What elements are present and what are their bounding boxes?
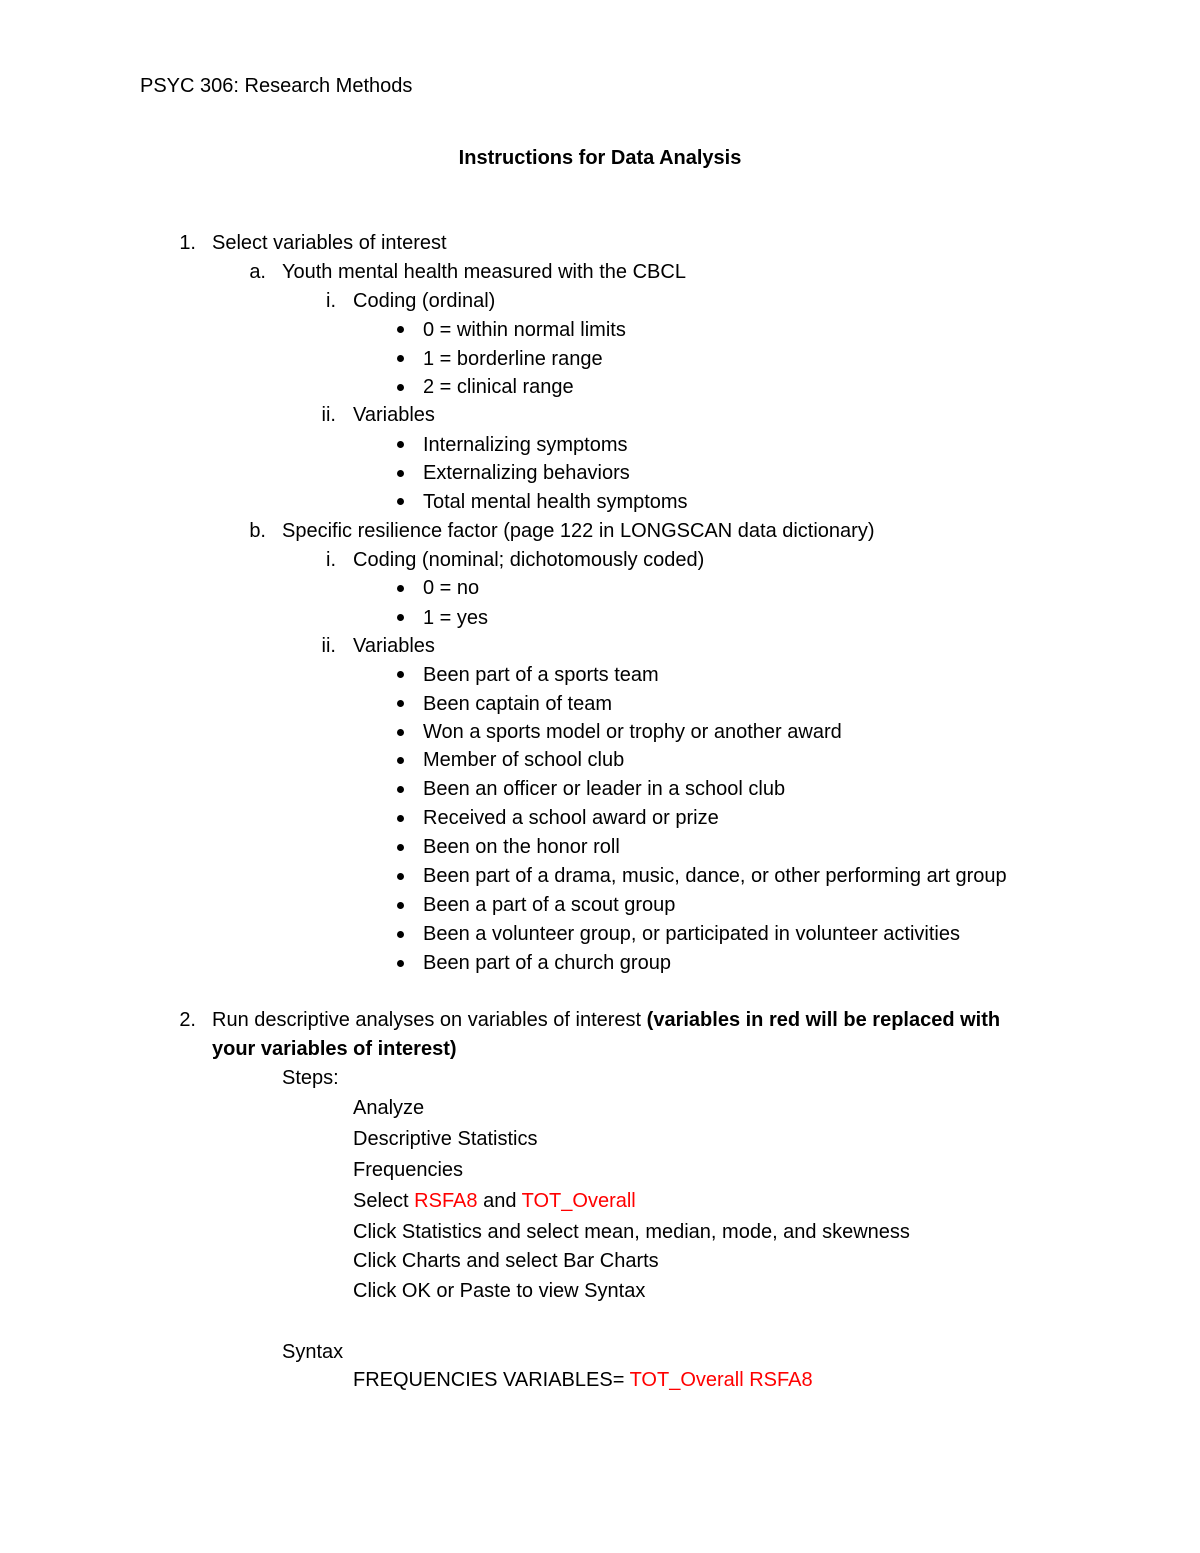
coding-nominal-heading: Coding (nominal; dichotomously coded) (353, 549, 705, 571)
list-letter-b: b. (249, 520, 266, 542)
bullet-icon (397, 326, 404, 333)
list-number-1: 1. (179, 232, 196, 254)
list-item: Been captain of team (423, 693, 613, 715)
page-title: Instructions for Data Analysis (458, 147, 742, 169)
bullet-icon (397, 470, 404, 477)
variable-rsfa8: RSFA8 (414, 1190, 478, 1212)
variables-heading: Variables (353, 635, 435, 657)
list-number-2: 2. (179, 1009, 196, 1031)
section-2-heading-note-cont: your variables of interest) (212, 1038, 457, 1060)
syntax-label: Syntax (282, 1341, 344, 1363)
list-item: 0 = within normal limits (423, 319, 626, 341)
subsection-a-heading: Youth mental health measured with the CBCL (282, 261, 686, 283)
syntax-variables: TOT_Overall RSFA8 (629, 1369, 813, 1391)
list-letter-a: a. (249, 261, 266, 283)
list-roman-a-ii: ii. (321, 404, 336, 426)
bullet-icon (397, 700, 404, 707)
bullet-icon (397, 585, 404, 592)
list-item: Won a sports model or trophy or another award (423, 721, 842, 743)
step-select-and: and (477, 1190, 522, 1212)
list-item: 0 = no (423, 577, 480, 599)
step-click-charts: Click Charts and select Bar Charts (353, 1250, 659, 1272)
list-item: Been part of a sports team (423, 664, 659, 686)
step-frequencies: Frequencies (353, 1159, 464, 1181)
syntax-command: FREQUENCIES VARIABLES= (353, 1369, 630, 1391)
list-item: Been a volunteer group, or participated in volunteer activities (423, 923, 960, 945)
bullet-icon (397, 873, 404, 880)
step-click-ok: Click OK or Paste to view Syntax (353, 1280, 646, 1302)
list-item: 2 = clinical range (423, 376, 574, 398)
section-2-heading (212, 1008, 1000, 1032)
steps-label: Steps: (282, 1067, 339, 1089)
coding-ordinal-heading: Coding (ordinal) (353, 290, 496, 312)
section-2-heading-plain: Run descriptive analyses on variables of interest (212, 1009, 647, 1031)
list-item: Internalizing symptoms (423, 434, 628, 456)
step-analyze: Analyze (353, 1097, 425, 1119)
bullet-icon (397, 441, 404, 448)
variable-tot-overall: TOT_Overall (521, 1190, 636, 1212)
bullet-icon (397, 757, 404, 764)
list-item: Been part of a church group (423, 952, 671, 974)
bullet-icon (397, 786, 404, 793)
bullet-icon (397, 498, 404, 505)
bullet-icon (397, 614, 404, 621)
step-descriptive-statistics: Descriptive Statistics (353, 1128, 538, 1150)
list-roman-b-i: i. (326, 549, 336, 571)
list-item: 1 = yes (423, 607, 489, 629)
bullet-icon (397, 931, 404, 938)
bullet-icon (397, 960, 404, 967)
variables-heading: Variables (353, 404, 435, 426)
course-header: PSYC 306: Research Methods (140, 75, 413, 97)
bullet-icon (397, 902, 404, 909)
list-roman-b-ii: ii. (321, 635, 336, 657)
bullet-icon (397, 729, 404, 736)
section-2-heading-note: (variables in red will be replaced with (646, 1009, 1001, 1031)
subsection-b-heading: Specific resilience factor (page 122 in LONGSCAN data dictionary) (282, 520, 875, 542)
list-item: Been on the honor roll (423, 836, 620, 858)
syntax-line (353, 1368, 813, 1392)
bullet-icon (397, 815, 404, 822)
list-item: Member of school club (423, 749, 625, 771)
list-item: Externalizing behaviors (423, 462, 630, 484)
list-item: Been an officer or leader in a school club (423, 778, 786, 800)
list-item: 1 = borderline range (423, 348, 603, 370)
bullet-icon (397, 671, 404, 678)
bullet-icon (397, 844, 404, 851)
list-item: Total mental health symptoms (423, 491, 688, 513)
section-1-heading: Select variables of interest (212, 232, 447, 254)
step-select-prefix: Select (353, 1190, 415, 1212)
list-item: Been part of a drama, music, dance, or other performing art group (423, 865, 1007, 887)
list-item: Been a part of a scout group (423, 894, 676, 916)
list-item: Received a school award or prize (423, 807, 719, 829)
bullet-icon (397, 384, 404, 391)
bullet-icon (397, 355, 404, 362)
step-click-statistics: Click Statistics and select mean, median, mode, and skewness (353, 1221, 910, 1243)
list-roman-a-i: i. (326, 290, 336, 312)
step-select-variables (353, 1189, 636, 1213)
